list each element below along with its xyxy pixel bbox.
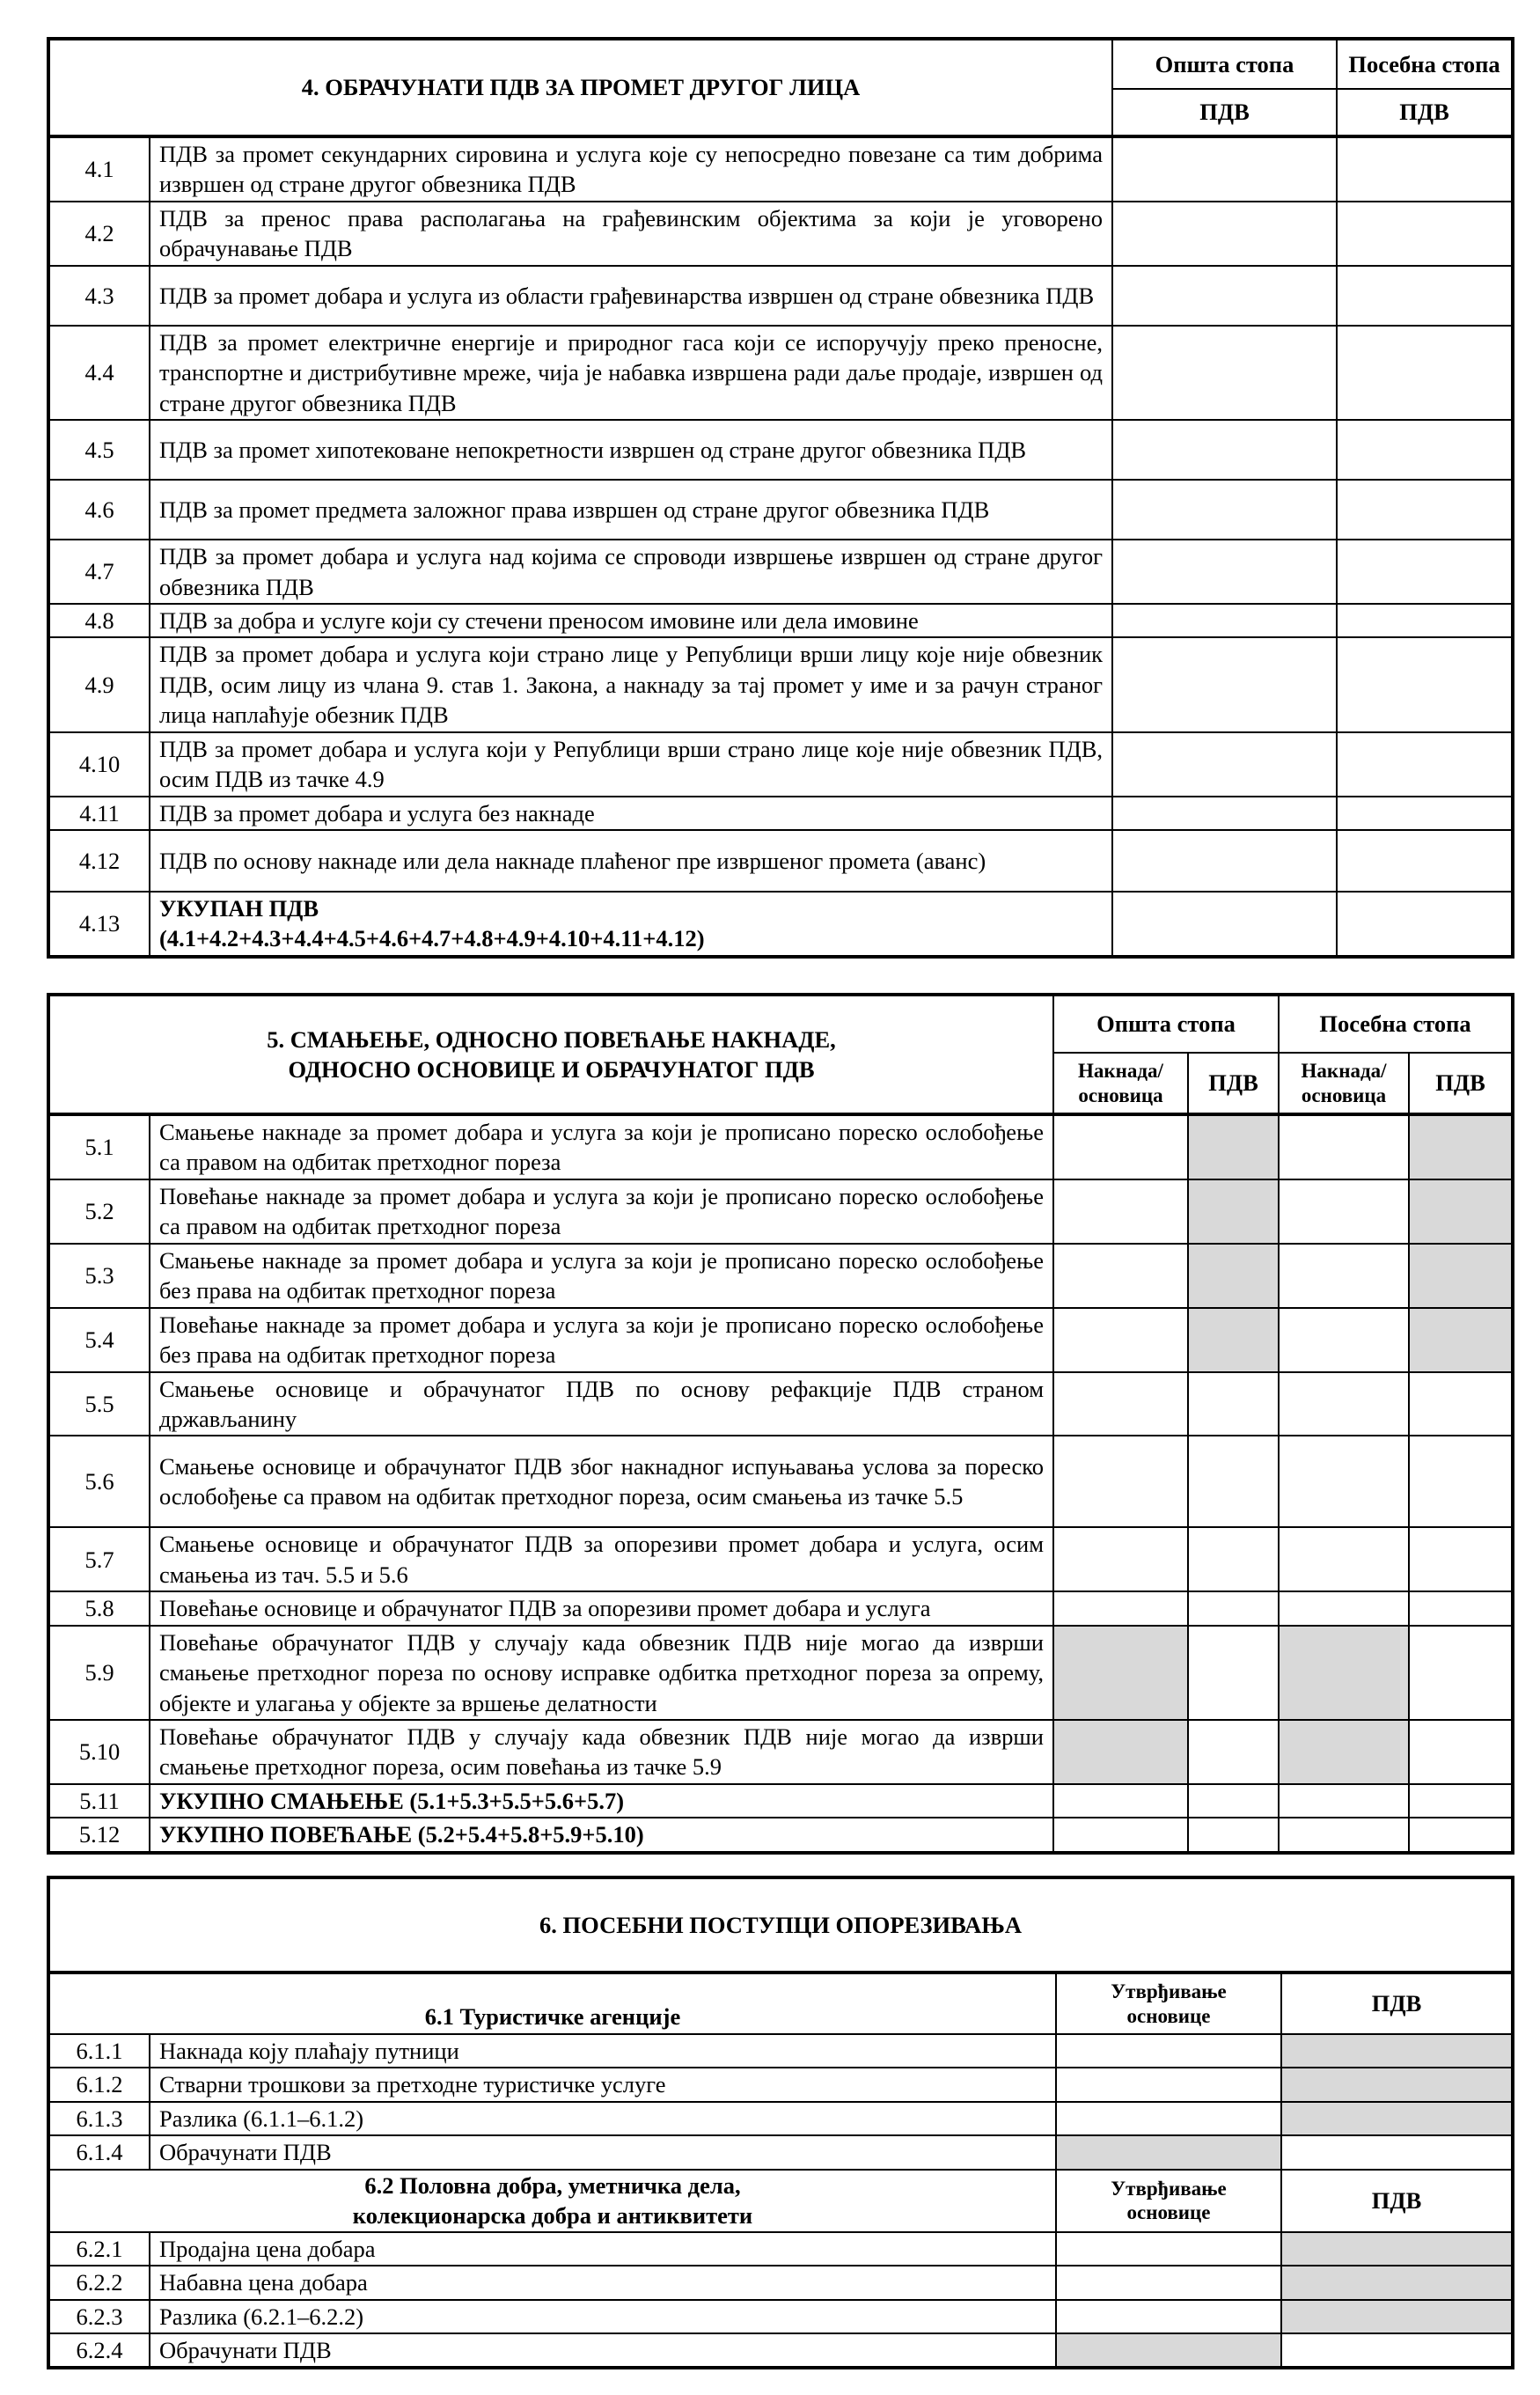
vat-general-field[interactable] [1112, 732, 1337, 797]
vat-general-field[interactable] [1112, 797, 1337, 830]
base-special-field-shaded [1279, 1720, 1409, 1784]
row-number: 5.6 [48, 1436, 150, 1527]
vat-special-field-shaded [1409, 1244, 1513, 1308]
base-special-field[interactable] [1279, 1784, 1409, 1818]
vat-general-field[interactable] [1112, 266, 1337, 326]
vat-special-field-shaded [1409, 1114, 1513, 1179]
total-row [48, 892, 1513, 957]
vat-field-shaded [1281, 2300, 1513, 2333]
vat-general-field[interactable] [1112, 540, 1337, 604]
base-general-field[interactable] [1053, 1244, 1188, 1308]
vat-special-field[interactable] [1337, 202, 1513, 266]
row-description: Смањење основице и обрачунатог ПДВ због накнадног испуњавања услова за пореско ослобођење са правом на одбитак претходног пореза, осим смањења из тачке 5.5 [150, 1436, 1053, 1527]
table-row [48, 2102, 1513, 2135]
vat-special-field[interactable] [1337, 604, 1513, 637]
table-row [48, 1372, 1513, 1436]
col-special-vat: ПДВ [1337, 89, 1513, 136]
row-number: 6.2.2 [48, 2266, 150, 2299]
table-row [48, 202, 1513, 266]
col-special-vat: ПДВ [1409, 1053, 1513, 1114]
table-row [48, 1527, 1513, 1591]
col-base-label-2: основице [1126, 2004, 1211, 2027]
vat-special-field[interactable] [1337, 136, 1513, 202]
row-description: Обрачунати ПДВ [150, 2333, 1056, 2368]
vat-general-field[interactable] [1188, 1784, 1279, 1818]
vat-general-field[interactable] [1112, 136, 1337, 202]
vat-general-field-shaded [1188, 1308, 1279, 1372]
section-6-title: 6. ПОСЕБНИ ПОСТУПЦИ ОПОРЕЗИВАЊА [48, 1877, 1513, 1973]
section-5-title-line1: 5. СМАЊЕЊЕ, ОДНОСНО ПОВЕЋАЊЕ НАКНАДЕ, [267, 1025, 836, 1053]
row-description: Смањење основице и обрачунатог ПДВ за опорезиви промет добара и услуга, осим смањења из тач. 5.5 и 5.6 [150, 1527, 1053, 1591]
row-number: 5.3 [48, 1244, 150, 1308]
base-general-field-shaded [1053, 1720, 1188, 1784]
row-description: Продајна цена добара [150, 2232, 1056, 2266]
subsection-6-2-title [48, 2170, 1056, 2232]
col-base-label-2: основица [1301, 1084, 1387, 1106]
row-description: ПДВ за промет електричне енергије и природног гаса који се испоручују преко преносне, транспортне и дистрибутивне мреже, чија је набавка извршена ради даље продаје, извршен од стране другог обвезника ПДВ [150, 326, 1112, 420]
vat-field-shaded [1281, 2266, 1513, 2299]
col-general-rate: Општа стопа [1053, 995, 1279, 1053]
base-general-field[interactable] [1053, 1784, 1188, 1818]
row-number: 4.9 [48, 637, 150, 731]
row-number: 4.1 [48, 136, 150, 202]
vat-general-field[interactable] [1188, 1720, 1279, 1784]
row-number: 4.6 [48, 480, 150, 540]
base-special-field[interactable] [1279, 1591, 1409, 1625]
col-base-label-2: основица [1078, 1084, 1163, 1106]
vat-special-field[interactable] [1337, 326, 1513, 420]
col-base-determination [1056, 1973, 1281, 2034]
row-number: 5.9 [48, 1626, 150, 1720]
total-decrease-label: УКУПНО СМАЊЕЊЕ (5.1+5.3+5.5+5.6+5.7) [150, 1784, 1053, 1818]
vat-general-field[interactable] [1112, 326, 1337, 420]
row-description: Набавна цена добара [150, 2266, 1056, 2299]
table-row [48, 1244, 1513, 1308]
vat-general-field[interactable] [1112, 830, 1337, 892]
base-field[interactable] [1056, 2300, 1281, 2333]
row-number: 5.12 [48, 1818, 150, 1852]
row-description: ПДВ за промет добара и услуга над којима се спроводи извршење извршен од стране другог обвезника ПДВ [150, 540, 1112, 604]
vat-special-field[interactable] [1337, 420, 1513, 480]
base-general-field[interactable] [1053, 1591, 1188, 1625]
col-base-label-1: Накнада/ [1078, 1059, 1163, 1082]
table-row [48, 1308, 1513, 1372]
row-number: 6.1.2 [48, 2068, 150, 2101]
row-number: 4.12 [48, 830, 150, 892]
section-5-title [48, 995, 1053, 1114]
row-description: ПДВ за пренос права располагања на грађевинским објектима за који је уговорено обрачунавање ПДВ [150, 202, 1112, 266]
table-row [48, 1720, 1513, 1784]
base-special-field-shaded [1279, 1626, 1409, 1720]
col-base-label-1: Утврђивање [1111, 2177, 1227, 2200]
row-number: 5.11 [48, 1784, 150, 1818]
table-row [48, 1626, 1513, 1720]
base-field[interactable] [1056, 2034, 1281, 2068]
row-number: 5.4 [48, 1308, 150, 1372]
row-description: ПДВ за промет добара и услуга без накнаде [150, 797, 1112, 830]
row-description: Смањење основице и обрачунатог ПДВ по основу рефакције ПДВ страном држављанину [150, 1372, 1053, 1436]
vat-field-shaded [1281, 2232, 1513, 2266]
col-base-label-1: Накнада/ [1301, 1059, 1387, 1082]
row-description: Повећање накнаде за промет добара и услуга за који је прописано пореско ослобођење са правом на одбитак претходног пореза [150, 1179, 1053, 1244]
table-row [48, 2333, 1513, 2368]
vat-special-field[interactable] [1337, 540, 1513, 604]
row-number: 4.2 [48, 202, 150, 266]
table-row [48, 540, 1513, 604]
vat-general-field[interactable] [1112, 480, 1337, 540]
base-general-field[interactable] [1053, 1436, 1188, 1527]
base-special-field[interactable] [1279, 1527, 1409, 1591]
vat-special-field[interactable] [1409, 1436, 1513, 1527]
table-row [48, 1179, 1513, 1244]
vat-special-field[interactable] [1409, 1626, 1513, 1720]
base-general-field[interactable] [1053, 1818, 1188, 1852]
row-number: 4.8 [48, 604, 150, 637]
base-field[interactable] [1056, 2102, 1281, 2135]
base-general-field[interactable] [1053, 1179, 1188, 1244]
table-row [48, 797, 1513, 830]
col-base-label-2: основице [1126, 2201, 1211, 2224]
subsection-6-2-title-line1: 6.2 Половна добра, уметничка дела, [364, 2171, 741, 2199]
base-special-field[interactable] [1279, 1308, 1409, 1372]
row-description: Разлика (6.1.1–6.1.2) [150, 2102, 1056, 2135]
table-row [48, 732, 1513, 797]
table-row [48, 2266, 1513, 2299]
row-description: ПДВ за промет добара и услуга који страно лице у Републици врши лицу које није обвезник ПДВ, осим лицу из члана 9. став 1. Закона, а накнаду за тај промет у име и за рачун страног лица наплаћује обезник ПДВ [150, 637, 1112, 731]
row-number: 5.8 [48, 1591, 150, 1625]
vat-special-field[interactable] [1337, 830, 1513, 892]
vat-general-field[interactable] [1188, 1372, 1279, 1436]
table-row [48, 2034, 1513, 2068]
vat-special-field[interactable] [1409, 1591, 1513, 1625]
col-vat: ПДВ [1281, 1973, 1513, 2034]
section-5-title-line2: ОДНОСНО ОСНОВИЦЕ И ОБРАЧУНАТОГ ПДВ [288, 1056, 815, 1083]
total-increase-label: УКУПНО ПОВЕЋАЊЕ (5.2+5.4+5.8+5.9+5.10) [150, 1818, 1053, 1852]
row-description: Повећање обрачунатог ПДВ у случају када обвезник ПДВ није могао да изврши смањење претходног пореза, осим повећања из тачке 5.9 [150, 1720, 1053, 1784]
table-row [48, 480, 1513, 540]
total-title: УКУПАН ПДВ [159, 895, 319, 922]
table-row [48, 2135, 1513, 2169]
row-number: 6.1.3 [48, 2102, 150, 2135]
section-6-table [47, 1876, 1514, 2369]
base-field-shaded [1056, 2333, 1281, 2368]
base-field-shaded [1056, 2135, 1281, 2169]
vat-special-field[interactable] [1409, 1372, 1513, 1436]
vat-special-field[interactable] [1409, 1784, 1513, 1818]
row-number: 5.2 [48, 1179, 150, 1244]
row-description: Смањење накнаде за промет добара и услуга за који је прописано пореско ослобођење без права на одбитак претходног пореза [150, 1244, 1053, 1308]
row-number: 4.5 [48, 420, 150, 480]
vat-special-field[interactable] [1337, 266, 1513, 326]
row-number: 5.5 [48, 1372, 150, 1436]
row-number: 6.2.4 [48, 2333, 150, 2368]
row-number: 5.1 [48, 1114, 150, 1179]
section-4-table [47, 37, 1514, 959]
col-special-rate: Посебна стопа [1279, 995, 1513, 1053]
row-description: ПДВ за промет добара и услуга који у Републици врши страно лице које није обвезник ПДВ, осим ПДВ из тачке 4.9 [150, 732, 1112, 797]
base-general-field[interactable] [1053, 1372, 1188, 1436]
base-field[interactable] [1056, 2266, 1281, 2299]
vat-general-field[interactable] [1112, 420, 1337, 480]
vat-general-field[interactable] [1112, 202, 1337, 266]
row-description: ПДВ за промет добара и услуга из области грађевинарства извршен од стране обвезника ПДВ [150, 266, 1112, 326]
base-special-field[interactable] [1279, 1818, 1409, 1852]
vat-general-field-shaded [1188, 1114, 1279, 1179]
col-special-rate: Посебна стопа [1337, 39, 1513, 89]
vat-special-field[interactable] [1337, 797, 1513, 830]
base-general-field[interactable] [1053, 1114, 1188, 1179]
base-special-field[interactable] [1279, 1179, 1409, 1244]
base-special-field[interactable] [1279, 1244, 1409, 1308]
col-general-vat: ПДВ [1112, 89, 1337, 136]
total-row [48, 1818, 1513, 1852]
vat-field-shaded [1281, 2068, 1513, 2101]
total-formula: (4.1+4.2+4.3+4.4+4.5+4.6+4.7+4.8+4.9+4.10+4.11+4.12) [159, 925, 705, 952]
row-number: 4.3 [48, 266, 150, 326]
row-number: 4.4 [48, 326, 150, 420]
row-number: 6.2.1 [48, 2232, 150, 2266]
base-general-field[interactable] [1053, 1308, 1188, 1372]
vat-field-shaded [1281, 2034, 1513, 2068]
section-5-table [47, 993, 1514, 1855]
vat-special-field[interactable] [1337, 732, 1513, 797]
table-row [48, 604, 1513, 637]
base-general-field-shaded [1053, 1626, 1188, 1720]
base-special-field[interactable] [1279, 1114, 1409, 1179]
vat-general-field[interactable] [1188, 1527, 1279, 1591]
vat-special-field[interactable] [1409, 1818, 1513, 1852]
table-row [48, 136, 1513, 202]
vat-special-field[interactable] [1409, 1527, 1513, 1591]
row-number: 6.2.3 [48, 2300, 150, 2333]
section-4-title: 4. ОБРАЧУНАТИ ПДВ ЗА ПРОМЕТ ДРУГОГ ЛИЦА [48, 39, 1112, 136]
table-row [48, 1114, 1513, 1179]
base-special-field[interactable] [1279, 1372, 1409, 1436]
subsection-6-1-title: 6.1 Туристичке агенције [48, 1973, 1056, 2034]
row-description: Разлика (6.2.1–6.2.2) [150, 2300, 1056, 2333]
vat-general-total-field[interactable] [1112, 892, 1337, 957]
vat-special-field[interactable] [1337, 480, 1513, 540]
vat-general-field[interactable] [1188, 1818, 1279, 1852]
subsection-6-2-title-line2: колекционарска добра и антиквитети [352, 2202, 753, 2230]
table-row [48, 266, 1513, 326]
row-description: Накнада коју плаћају путници [150, 2034, 1056, 2068]
vat-field[interactable] [1281, 2333, 1513, 2368]
row-description: Повећање обрачунатог ПДВ у случају када обвезник ПДВ није могао да изврши смањење претходног пореза по основу исправке одбитка претходног пореза за опрему, објекте и улагања у објекте за вршење делатности [150, 1626, 1053, 1720]
table-row [48, 2300, 1513, 2333]
base-field[interactable] [1056, 2232, 1281, 2266]
vat-general-field-shaded [1188, 1179, 1279, 1244]
row-description: Смањење накнаде за промет добара и услуга за који је прописано пореско ослобођење са правом на одбитак претходног пореза [150, 1114, 1053, 1179]
total-label [150, 892, 1112, 957]
col-base-determination [1056, 2170, 1281, 2232]
table-row [48, 420, 1513, 480]
vat-field-shaded [1281, 2102, 1513, 2135]
row-description: Повећање основице и обрачунатог ПДВ за опорезиви промет добара и услуга [150, 1591, 1053, 1625]
row-number: 6.1.4 [48, 2135, 150, 2169]
vat-field[interactable] [1281, 2135, 1513, 2169]
vat-special-field[interactable] [1337, 637, 1513, 731]
vat-general-field[interactable] [1112, 637, 1337, 731]
row-number: 4.10 [48, 732, 150, 797]
col-general-rate: Општа стопа [1112, 39, 1337, 89]
row-description: ПДВ за промет хипотековане непокретности извршен од стране другог обвезника ПДВ [150, 420, 1112, 480]
vat-general-field[interactable] [1188, 1626, 1279, 1720]
table-row [48, 830, 1513, 892]
row-description: Повећање накнаде за промет добара и услуга за који је прописано пореско ослобођење без права на одбитак претходног пореза [150, 1308, 1053, 1372]
col-special-base [1279, 1053, 1409, 1114]
row-number: 6.1.1 [48, 2034, 150, 2068]
row-number: 4.13 [48, 892, 150, 957]
vat-general-field[interactable] [1188, 1436, 1279, 1527]
vat-general-field[interactable] [1112, 604, 1337, 637]
col-general-base [1053, 1053, 1188, 1114]
base-general-field[interactable] [1053, 1527, 1188, 1591]
table-row [48, 326, 1513, 420]
base-special-field[interactable] [1279, 1436, 1409, 1527]
col-base-label-1: Утврђивање [1111, 1980, 1227, 2002]
row-number: 5.7 [48, 1527, 150, 1591]
row-number: 5.10 [48, 1720, 150, 1784]
vat-general-field[interactable] [1188, 1591, 1279, 1625]
vat-special-field[interactable] [1409, 1720, 1513, 1784]
vat-special-total-field[interactable] [1337, 892, 1513, 957]
row-number: 4.11 [48, 797, 150, 830]
row-description: ПДВ за промет предмета заложног права извршен од стране другог обвезника ПДВ [150, 480, 1112, 540]
table-row [48, 1436, 1513, 1527]
vat-special-field-shaded [1409, 1179, 1513, 1244]
row-description: Стварни трошкови за претходне туристичке услуге [150, 2068, 1056, 2101]
row-description: ПДВ за добра и услуге који су стечени преносом имовине или дела имовине [150, 604, 1112, 637]
col-general-vat: ПДВ [1188, 1053, 1279, 1114]
row-description: ПДВ за промет секундарних сировина и услуга које су непосредно повезане са тим добрима извршен од стране другог обвезника ПДВ [150, 136, 1112, 202]
vat-general-field-shaded [1188, 1244, 1279, 1308]
total-row [48, 1784, 1513, 1818]
table-row [48, 2068, 1513, 2101]
base-field[interactable] [1056, 2068, 1281, 2101]
row-description: ПДВ по основу накнаде или дела накнаде плаћеног пре извршеног промета (аванс) [150, 830, 1112, 892]
row-description: Обрачунати ПДВ [150, 2135, 1056, 2169]
table-row [48, 637, 1513, 731]
row-number: 4.7 [48, 540, 150, 604]
col-vat: ПДВ [1281, 2170, 1513, 2232]
table-row [48, 1591, 1513, 1625]
vat-special-field-shaded [1409, 1308, 1513, 1372]
table-row [48, 2232, 1513, 2266]
